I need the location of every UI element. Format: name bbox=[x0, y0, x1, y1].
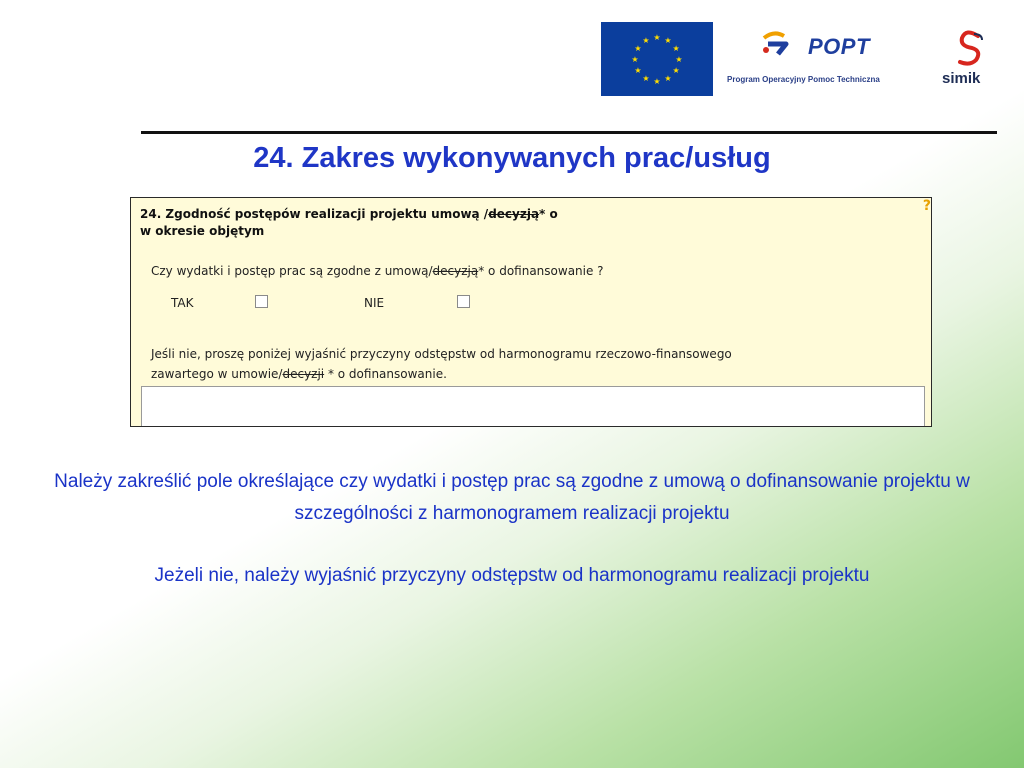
simik-text: simik bbox=[942, 70, 981, 87]
popt-title: POPT bbox=[808, 34, 870, 59]
option-no-label: NIE bbox=[364, 296, 385, 310]
eu-star: ★ bbox=[653, 33, 661, 42]
instruction-paragraph-2: Jeżeli nie, należy wyjaśnić przyczyny odstępstw od harmonogramu realizacji projektu bbox=[154, 565, 870, 586]
question-strikethrough: decyzją bbox=[432, 264, 479, 278]
instruction-strikethrough: decyzji bbox=[282, 367, 325, 381]
eu-star: ★ bbox=[634, 66, 642, 75]
eu-star: ★ bbox=[664, 74, 672, 84]
help-icon[interactable]: ? bbox=[922, 198, 931, 214]
form-section bbox=[130, 197, 932, 427]
form-heading-line2: w okresie objętym bbox=[140, 224, 265, 238]
instruction-line2: zawartego w umowie/ bbox=[151, 367, 283, 381]
question-suffix: * o dofinansowanie ? bbox=[478, 264, 604, 278]
instruction-suffix: * o dofinansowanie. bbox=[324, 367, 447, 381]
question-text: Czy wydatki i postęp prac są zgodne z umową/ bbox=[151, 264, 433, 278]
simik-logo bbox=[940, 30, 1000, 92]
page-title: 24. Zakres wykonywanych prac/usług bbox=[253, 142, 771, 174]
form-heading-text: 24. Zgodność postępów realizacji projektu umową / bbox=[140, 207, 489, 221]
simik-s-icon bbox=[952, 30, 988, 68]
form-heading-strikethrough: decyzją bbox=[488, 207, 540, 221]
eu-star: ★ bbox=[672, 44, 680, 53]
compliance-question bbox=[151, 264, 604, 278]
popt-swoosh-icon bbox=[760, 30, 796, 60]
yes-checkbox[interactable] bbox=[255, 295, 268, 308]
form-section-heading bbox=[140, 206, 740, 240]
no-checkbox[interactable] bbox=[457, 295, 470, 308]
eu-star: ★ bbox=[631, 55, 639, 64]
option-yes-label: TAK bbox=[171, 296, 194, 310]
eu-flag-logo bbox=[601, 22, 713, 96]
eu-star: ★ bbox=[672, 66, 680, 75]
eu-star: ★ bbox=[653, 77, 661, 86]
eu-star: ★ bbox=[642, 74, 650, 84]
instruction-line1: Jeśli nie, proszę poniżej wyjaśnić przyczyny odstępstw od harmonogramu rzeczowo-finansowego bbox=[151, 347, 732, 361]
popt-subtitle: Program Operacyjny Pomoc Techniczna bbox=[727, 75, 880, 84]
explanation-instruction bbox=[151, 344, 911, 384]
eu-star: ★ bbox=[634, 44, 642, 53]
popt-logo bbox=[724, 24, 916, 94]
form-heading-suffix: * o bbox=[539, 207, 558, 221]
eu-star: ★ bbox=[675, 55, 683, 64]
title-divider bbox=[141, 131, 997, 134]
explanation-textarea[interactable] bbox=[141, 386, 925, 427]
eu-star: ★ bbox=[642, 35, 650, 45]
eu-star: ★ bbox=[664, 35, 672, 45]
instruction-paragraph-1: Należy zakreślić pole określające czy wydatki i postęp prac są zgodne z umową o dofinansowanie projektu w szczególności z harmonogramem realizacji projektu bbox=[54, 471, 970, 524]
eu-flag-icon bbox=[601, 22, 713, 96]
